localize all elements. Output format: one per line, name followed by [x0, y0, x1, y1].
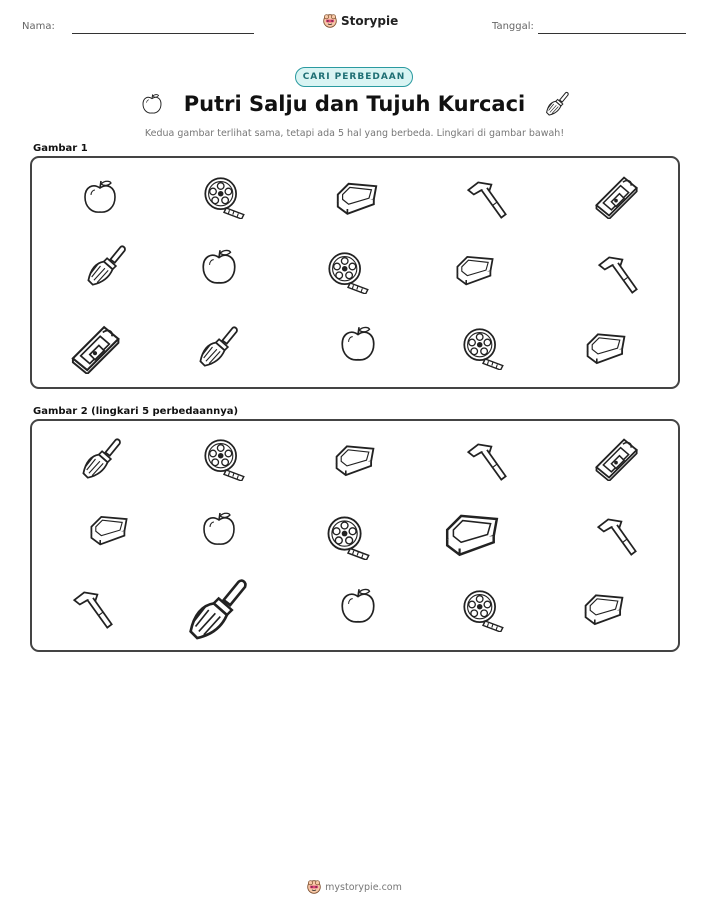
coffin-icon[interactable]	[333, 173, 381, 221]
apple-icon[interactable]	[198, 246, 240, 288]
page-title: Putri Salju dan Tujuh Kurcaci	[183, 92, 526, 116]
coffin-icon[interactable]	[581, 585, 627, 631]
panel-1-label: Gambar 1	[33, 143, 88, 154]
coffin-icon[interactable]	[441, 502, 503, 564]
coffin-icon[interactable]	[583, 324, 629, 370]
hammer-icon[interactable]	[595, 515, 639, 559]
footer	[0, 880, 709, 894]
name-label: Nama:	[22, 21, 55, 32]
worksheet-type-badge: CARI PERBEDAAN	[295, 67, 413, 87]
hammer-icon[interactable]	[71, 588, 115, 632]
storypie-logo-icon	[323, 14, 337, 28]
footer-url[interactable]: mystorypie.com	[325, 881, 402, 893]
coffin-icon[interactable]	[87, 507, 131, 551]
brand-name: Storypie	[341, 14, 399, 28]
film-reel-icon[interactable]	[325, 514, 371, 560]
paintbrush-icon	[544, 91, 570, 117]
paintbrush-icon[interactable]	[184, 577, 250, 643]
coffin-icon[interactable]	[332, 436, 378, 482]
paintbrush-icon[interactable]	[196, 325, 240, 369]
apple-icon[interactable]	[337, 585, 379, 627]
hammer-icon[interactable]	[465, 178, 509, 222]
apple-icon[interactable]	[80, 177, 120, 217]
mousetrap-icon[interactable]	[593, 435, 639, 481]
film-reel-icon[interactable]	[202, 437, 246, 481]
mousetrap-icon[interactable]	[593, 173, 639, 219]
hammer-icon[interactable]	[465, 440, 509, 484]
mousetrap-icon[interactable]	[69, 322, 121, 374]
paintbrush-icon[interactable]	[84, 244, 128, 288]
brand	[323, 14, 398, 28]
film-reel-icon[interactable]	[202, 175, 246, 219]
date-line[interactable]	[538, 33, 686, 34]
panel-2-label: Gambar 2 (lingkari 5 perbedaannya)	[33, 406, 239, 417]
film-reel-icon[interactable]	[461, 326, 505, 370]
apple-icon[interactable]	[337, 323, 379, 365]
instructions: Kedua gambar terlihat sama, tetapi ada 5 hal yang berbeda. Lingkari di gambar bawah!	[144, 128, 565, 139]
paintbrush-icon[interactable]	[79, 437, 123, 481]
coffin-icon[interactable]	[453, 247, 497, 291]
date-label: Tanggal:	[492, 21, 534, 32]
film-reel-icon[interactable]	[326, 250, 370, 294]
film-reel-icon[interactable]	[461, 588, 505, 632]
storypie-logo-icon	[307, 880, 321, 894]
hammer-icon[interactable]	[596, 253, 640, 297]
apple-icon[interactable]	[199, 509, 239, 549]
name-line[interactable]	[72, 33, 254, 34]
